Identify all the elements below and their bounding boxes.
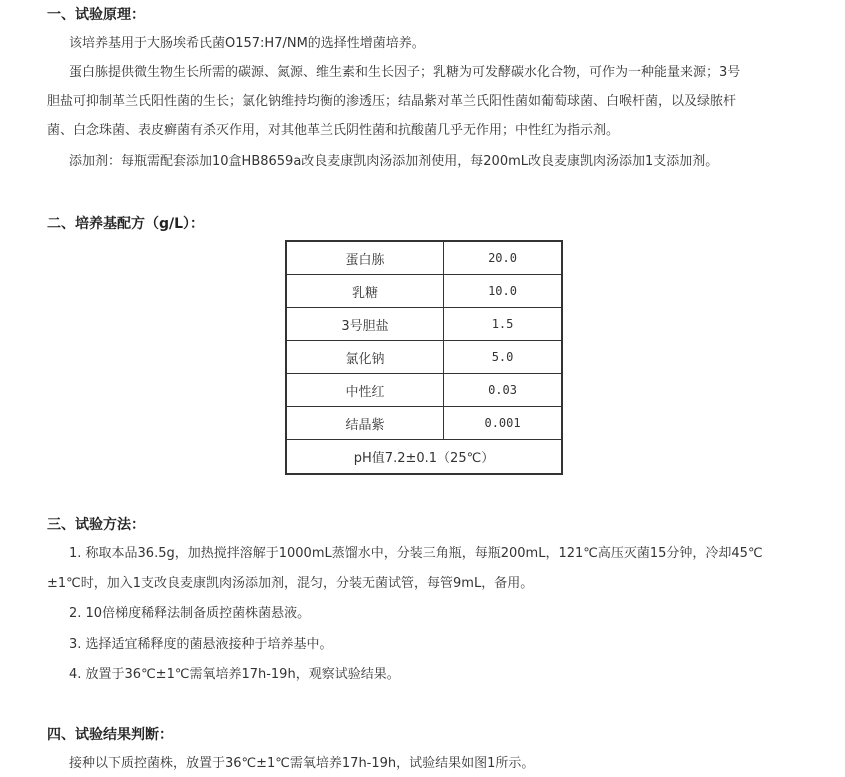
table-row	[286, 308, 562, 341]
result-line-1: 接种以下质控菌株，放置于36℃±1℃需氧培养17h-19h，试验结果如图1所示。	[69, 756, 535, 771]
table-row	[286, 241, 562, 275]
section-1-line-2c: 菌、白念珠菌、表皮癣菌有杀灭作用，对其他革兰氏阴性菌和抗酸菌几乎无作用；中性红为指示剂。	[47, 123, 620, 138]
table-row	[286, 374, 562, 407]
table-row	[286, 341, 562, 374]
ingredient-value: 1.5	[444, 308, 562, 341]
method-step-2: 2. 10倍梯度稀释法制备质控菌株菌悬液。	[69, 606, 311, 621]
ingredient-value: 5.0	[444, 341, 562, 374]
method-step-3: 3. 选择适宜稀释度的菌悬液接种于培养基中。	[69, 637, 333, 652]
ingredient-value: 20.0	[444, 241, 562, 275]
section-2-heading: 二、培养基配方（g/L）：	[47, 216, 205, 232]
table-row-ph	[286, 440, 562, 475]
section-1-line-2b: 胆盐可抑制革兰氏阳性菌的生长；氯化钠维持均衡的渗透压；结晶紫对革兰氏阳性菌如葡萄球菌、白喉杆菌，以及绿脓杆	[47, 94, 737, 109]
section-4-heading: 四、试验结果判断：	[47, 727, 173, 743]
table-row	[286, 275, 562, 308]
ingredient-name: 3号胆盐	[286, 308, 444, 341]
ingredient-value: 0.03	[444, 374, 562, 407]
ingredient-name: 蛋白胨	[286, 241, 444, 275]
method-step-4: 4. 放置于36℃±1℃需氧培养17h-19h，观察试验结果。	[69, 667, 400, 682]
method-step-1a: 1. 称取本品36.5g，加热搅拌溶解于1000mL蒸馏水中，分装三角瓶，每瓶200mL，121℃高压灭菌15分钟，冷却45℃	[69, 546, 763, 561]
section-1-additive-line: 添加剂：每瓶需配套添加10盒HB8659a改良麦康凯肉汤添加剂使用，每200mL改良麦康凯肉汤添加1支添加剂。	[69, 154, 719, 169]
ingredient-name: 乳糖	[286, 275, 444, 308]
ingredient-value: 10.0	[444, 275, 562, 308]
ph-value-cell: pH值7.2±0.1（25℃）	[286, 440, 562, 475]
ingredient-value: 0.001	[444, 407, 562, 440]
ingredient-name: 中性红	[286, 374, 444, 407]
method-step-1b: ±1℃时，加入1支改良麦康凯肉汤添加剂，混匀，分装无菌试管，每管9mL，备用。	[47, 576, 534, 591]
ingredient-name: 氯化钠	[286, 341, 444, 374]
section-1-line-1: 该培养基用于大肠埃希氏菌O157:H7/NM的选择性增菌培养。	[69, 36, 425, 51]
section-1-line-2a: 蛋白胨提供微生物生长所需的碳源、氮源、维生素和生长因子；乳糖为可发酵碳水化合物，可作为一种能量来源；3号	[69, 65, 741, 80]
section-3-heading: 三、试验方法：	[47, 517, 145, 533]
table-row	[286, 407, 562, 440]
formula-table	[285, 240, 563, 475]
section-1-heading: 一、试验原理：	[47, 7, 145, 23]
ingredient-name: 结晶紫	[286, 407, 444, 440]
